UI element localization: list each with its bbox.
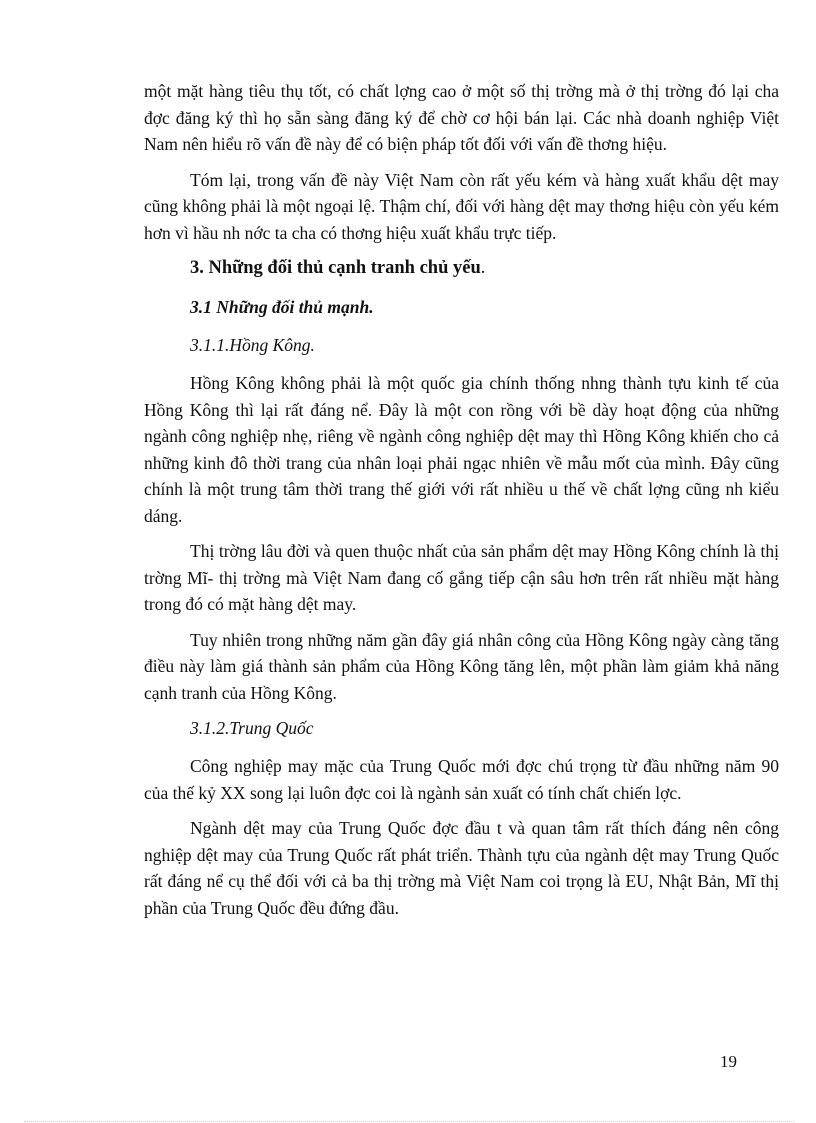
document-page xyxy=(144,78,779,930)
paragraph-hong-kong-market: Thị trờng lâu đời và quen thuộc nhất của sản phẩm dệt may Hồng Kông chính là thị trờng Mĩ- thị trờng mà Việt Nam đang cố gắng tiếp cận sâu hơn trên rất nhiều mặt hàng trong đó có mặt hàng dệt may. xyxy=(144,541,779,614)
paragraph-china-achievements: Ngành dệt may của Trung Quốc đợc đầu t và quan tâm rất thích đáng nên công nghiệp dệt may của Trung Quốc rất phát triển. Thành tựu của ngành dệt may Trung Quốc rất đáng nể cụ thể đối với cả ba thị trờng mà Việt Nam coi trọng là EU, Nhật Bản, Mĩ thị phần của Trung Quốc đều đứng đầu. xyxy=(144,818,779,918)
paragraph-hong-kong-costs: Tuy nhiên trong những năm gần đây giá nhân công của Hồng Kông ngày càng tăng điều này làm giá thành sản phẩm của Hồng Kông tăng lên, một phần làm giảm khả năng cạnh tranh của Hồng Kông. xyxy=(144,629,779,703)
paragraph-trademark-continuation: một mặt hàng tiêu thụ tốt, có chất lợng cao ở một số thị trờng mà ở thị trờng đó lại cha đợc đăng ký thì họ sẵn sàng đăng ký để chờ cơ hội bán lại. Các nhà doanh nghiệp Việt Nam nên hiểu rõ vấn đề này để có biện pháp tốt đối với vấn đề thơng hiệu. xyxy=(144,81,779,154)
heading-hong-kong: 3.1.1.Hồng Kông. xyxy=(190,335,315,355)
paragraph-hong-kong-overview: Hồng Kông không phải là một quốc gia chính thống nhng thành tựu kinh tế của Hồng Kông thì lại rất đáng nể. Đây là một con rồng với bề dày hoạt động của những ngành công nghiệp nhẹ, riêng về ngành công nghiệp dệt may thì Hồng Kông khiến cho cả những kinh đô thời trang của nhân loại phải ngạc nhiên về mẫu mốt của mình. Đây cũng chính là một trung tâm thời trang thế giới với rất nhiều u thế về chất lợng cũng nh kiểu dáng. xyxy=(144,373,779,526)
subsection-heading-strong-competitors: 3.1 Những đối thủ mạnh. xyxy=(190,297,374,317)
heading-china: 3.1.2.Trung Quốc xyxy=(190,718,314,738)
paragraph-summary: Tóm lại, trong vấn đề này Việt Nam còn rất yếu kém và hàng xuất khẩu dệt may cũng không phải là một ngoại lệ. Thậm chí, đối với hàng dệt may thơng hiệu còn yếu kém hơn vì hầu nh nớc ta cha có thơng hiệu xuất khẩu trực tiếp. xyxy=(144,169,779,243)
paragraph-china-industry: Công nghiệp may mặc của Trung Quốc mới đợc chú trọng từ đầu những năm 90 của thế kỷ XX song lại luôn đợc coi là ngành sản xuất có tính chất chiến lợc. xyxy=(144,756,779,803)
section-heading-punct: . xyxy=(480,258,486,278)
section-heading-competitors xyxy=(190,255,779,281)
footer-divider xyxy=(24,1121,794,1122)
section-heading-text: 3. Những đối thủ cạnh tranh chủ yếu xyxy=(190,258,481,278)
page-number: 19 xyxy=(720,1052,737,1071)
